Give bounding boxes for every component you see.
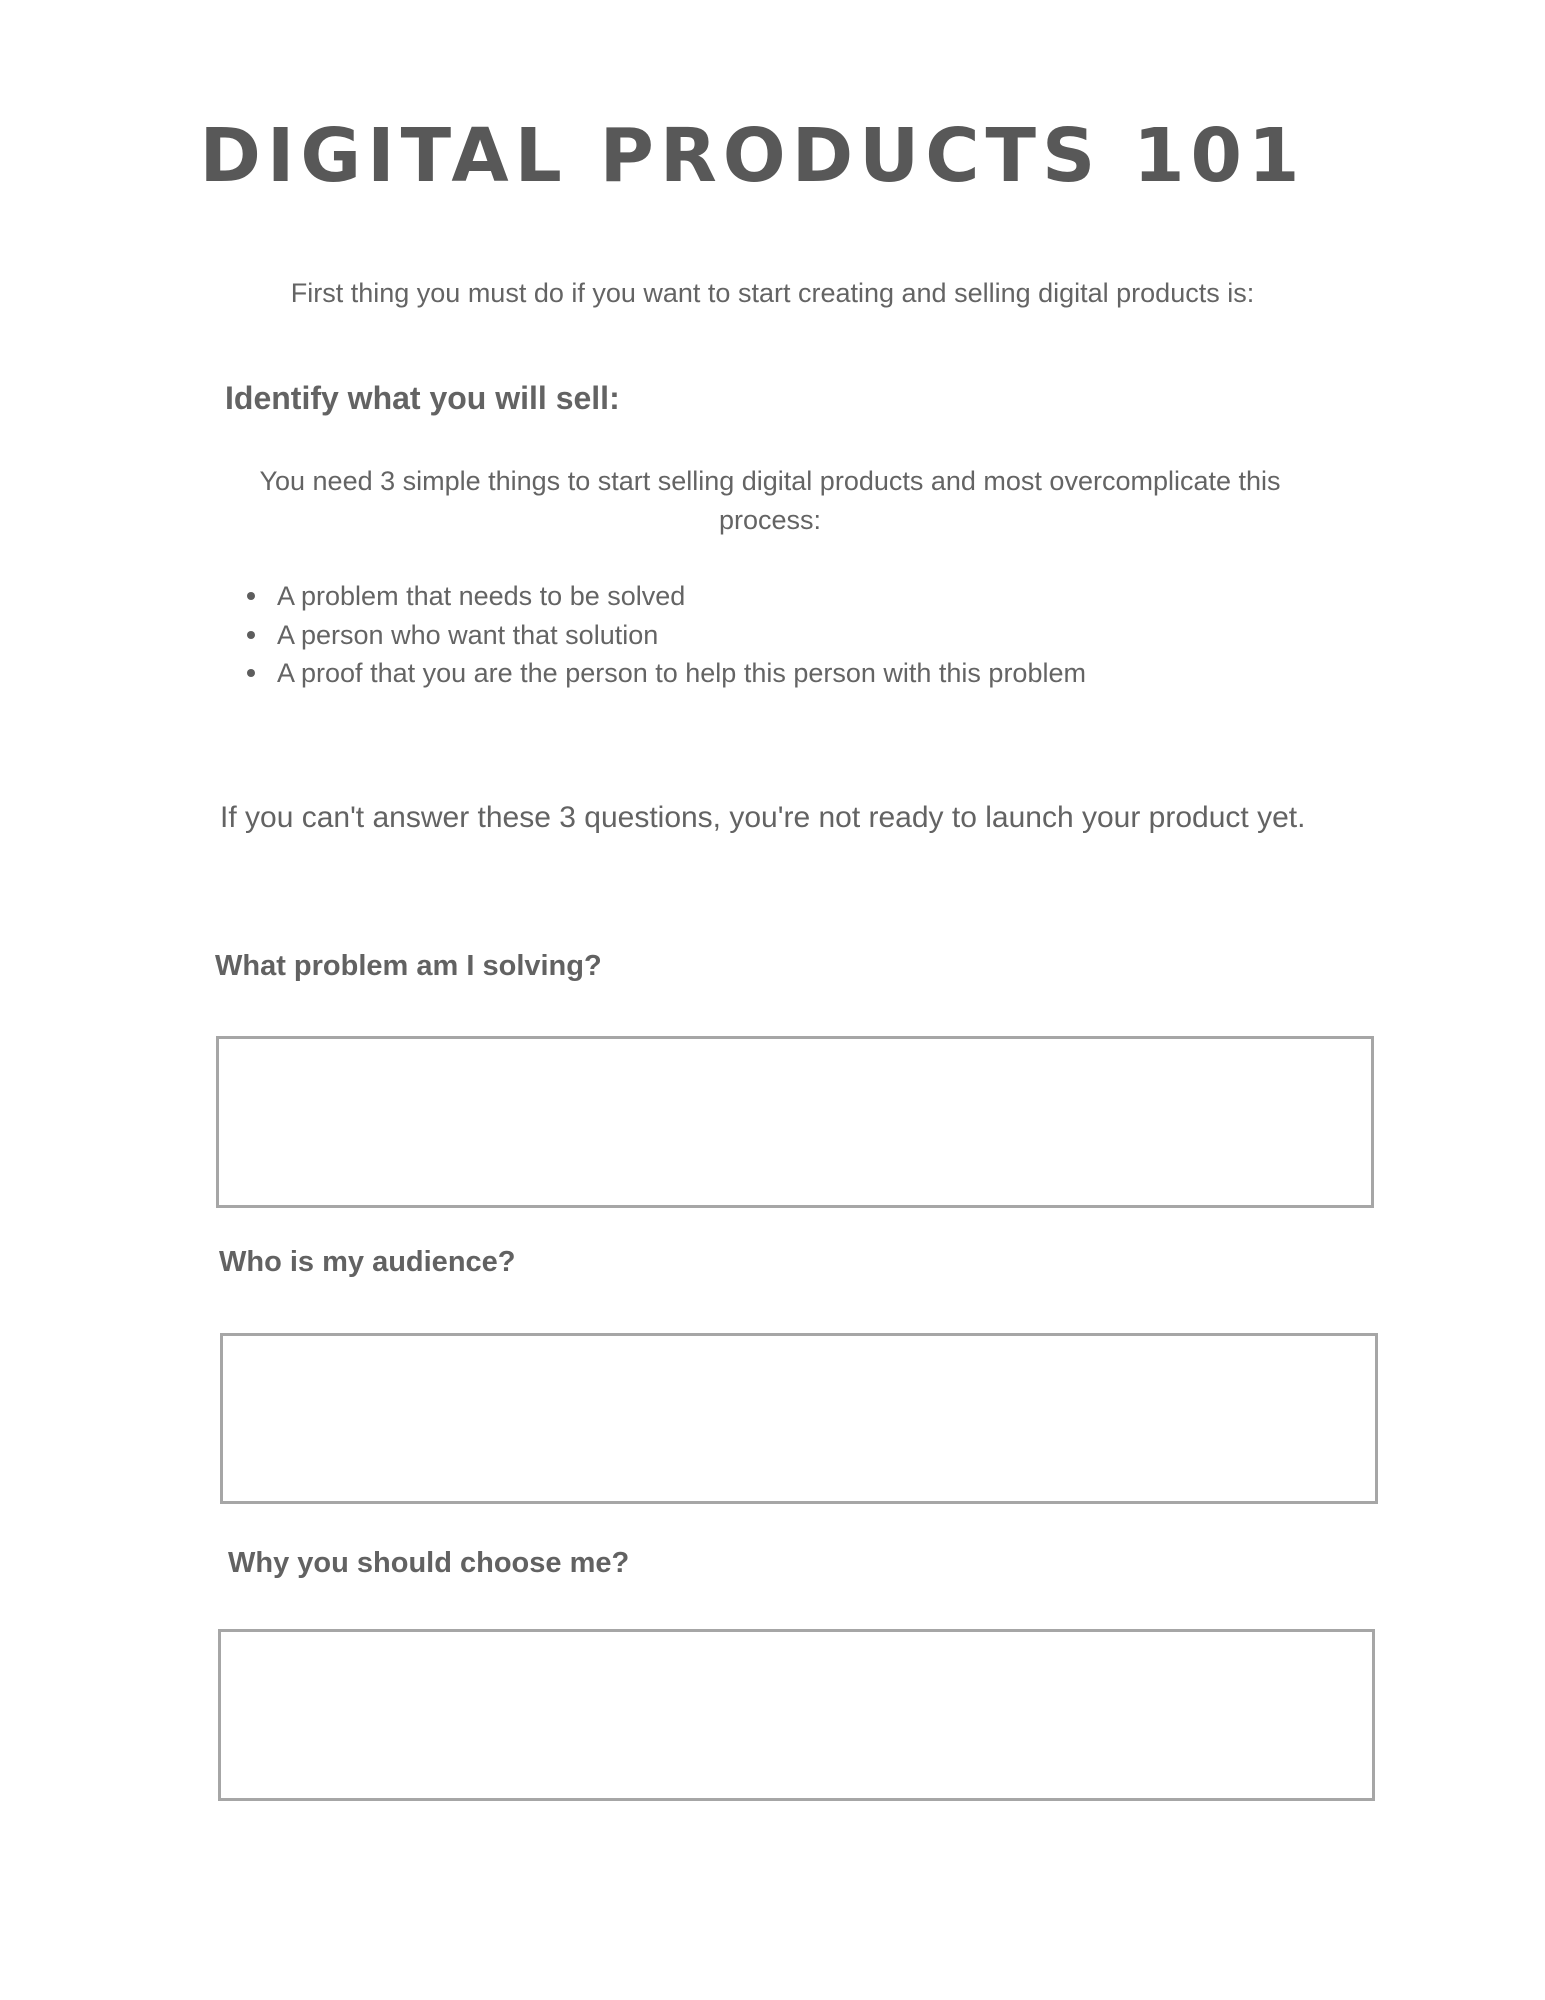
list-item-text: A problem that needs to be solved: [277, 581, 686, 611]
question-label-why-me: Why you should choose me?: [228, 1547, 630, 1579]
answer-field-audience[interactable]: [220, 1333, 1378, 1504]
question-label-problem: What problem am I solving?: [215, 950, 602, 982]
section-heading: Identify what you will sell:: [225, 380, 620, 416]
bullet-icon: [247, 669, 255, 677]
list-item-text: A person who want that solution: [277, 619, 659, 650]
bullet-icon: [247, 592, 255, 600]
readiness-warning: If you can't answer these 3 questions, you're not ready to launch your product yet.: [220, 801, 1306, 834]
list-item: [240, 654, 1086, 693]
answer-field-problem[interactable]: [216, 1036, 1374, 1208]
bullet-icon: [247, 631, 255, 639]
list-item: [240, 577, 1086, 616]
answer-field-why-me[interactable]: [218, 1629, 1375, 1801]
requirements-paragraph: You need 3 simple things to start selling digital products and most overcomplicate this process:: [259, 466, 1281, 535]
question-label-audience: Who is my audience?: [219, 1246, 516, 1278]
list-item: [240, 616, 1086, 655]
intro-text: First thing you must do if you want to start creating and selling digital products is:: [290, 278, 1255, 308]
page-title: DIGITAL PRODUCTS 101: [199, 113, 1306, 199]
requirements-list: [240, 577, 1086, 693]
list-item-text: A proof that you are the person to help this person with this problem: [277, 658, 1086, 688]
